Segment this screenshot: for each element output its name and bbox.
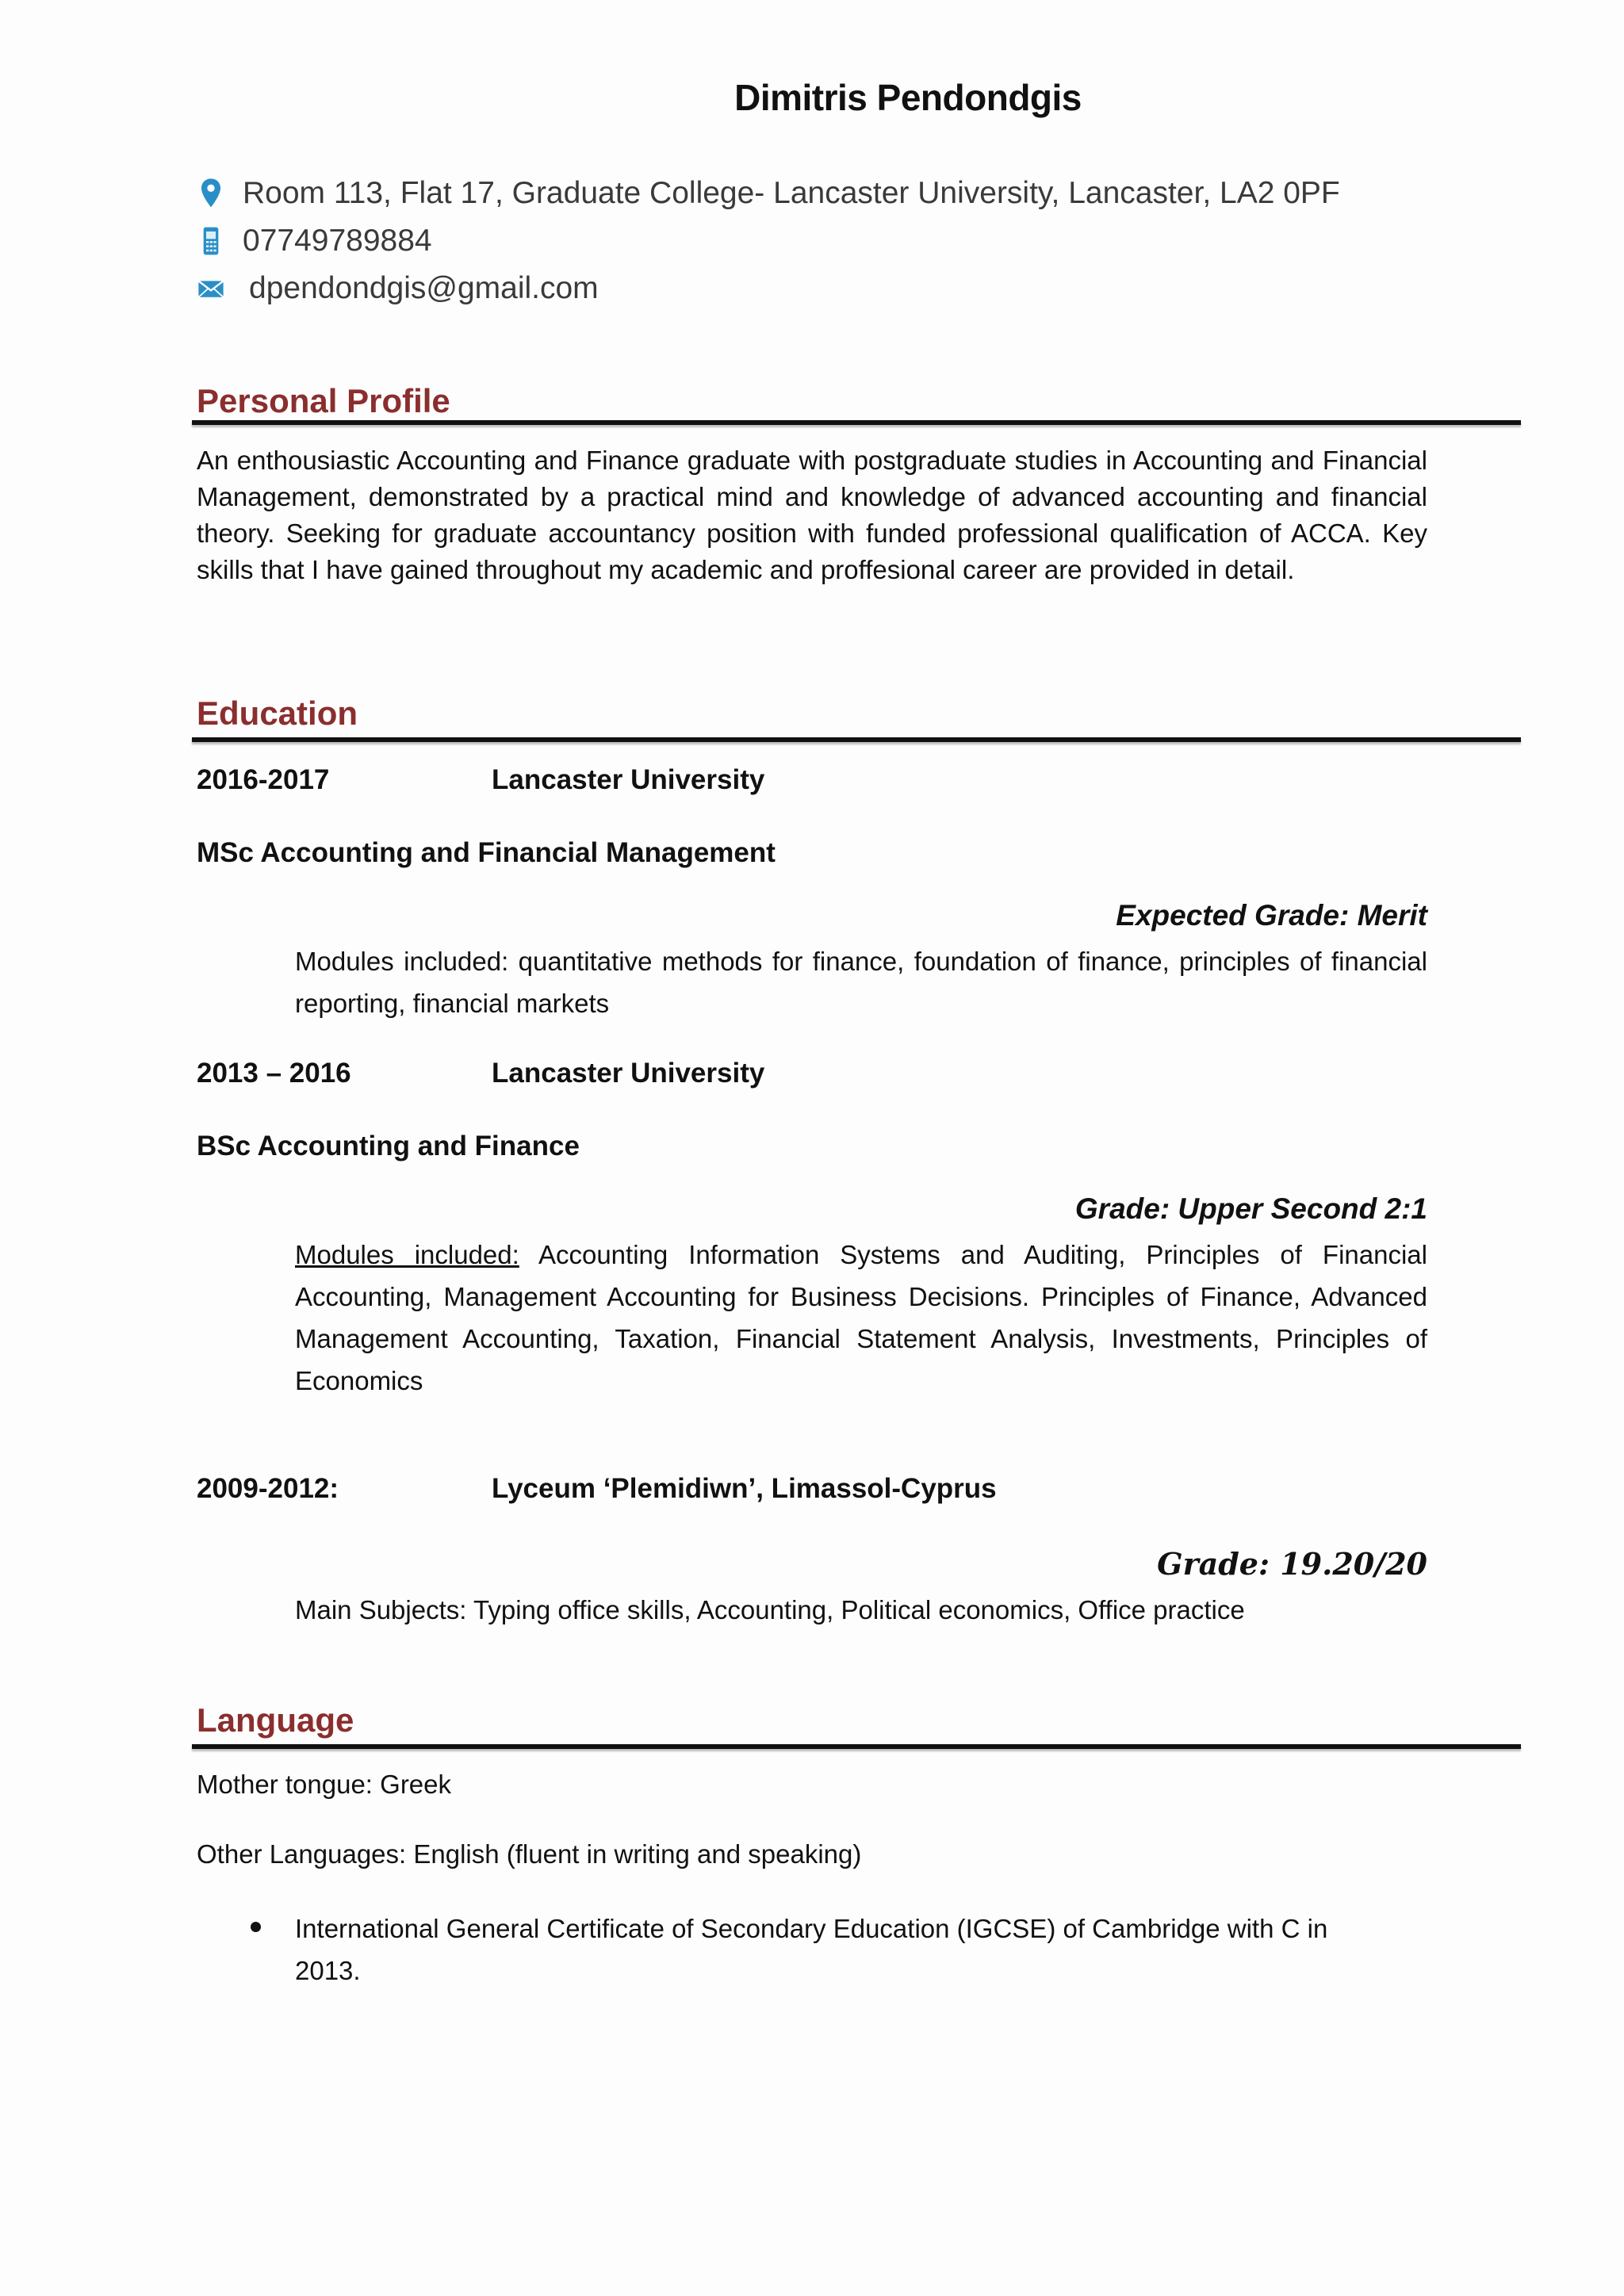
location-pin-icon [197, 178, 225, 209]
modules-text: Accounting Information Systems and Auditing, Principles of Financial Accounting, Management Accounting for Business Decisions. Principles of Finance, Advanced Management Accounting, Taxation, Financial Statement Analysis, Investments, Principles of Economics [295, 1240, 1427, 1395]
modules-label: Modules included: [295, 1240, 519, 1269]
bullet-point [251, 1922, 261, 1932]
candidate-name: Dimitris Pendondgis [734, 77, 1082, 118]
email-text[interactable]: dpendondgis@gmail.com [249, 271, 599, 305]
phone-line [197, 224, 432, 258]
edu-degree: MSc Accounting and Financial Management [197, 837, 776, 868]
phone-text: 07749789884 [243, 224, 432, 258]
address-line [197, 176, 1340, 211]
email-line [197, 271, 599, 306]
mother-tongue: Mother tongue: Greek [197, 1770, 452, 1799]
edu-modules: Main Subjects: Typing office skills, Accounting, Political economics, Office practice [295, 1595, 1245, 1624]
section-rule [192, 420, 1521, 425]
section-rule [192, 1744, 1521, 1749]
edu-years: 2013 – 2016 [197, 1058, 351, 1089]
edu-modules [295, 1234, 1427, 1402]
edu-modules: Modules included: quantitative methods for finance, foundation of finance, principles of financial reporting, financial markets [295, 947, 1427, 1018]
edu-grade: Grade: 19.20/20 [1157, 1546, 1427, 1582]
section-rule [192, 737, 1521, 742]
other-languages: Other Languages: English (fluent in writing and speaking) [197, 1839, 862, 1869]
language-bullet-text: International General Certificate of Secondary Education (IGCSE) of Cambridge with C in 2013. [295, 1914, 1328, 1985]
edu-institution: Lancaster University [492, 764, 765, 795]
profile-text: An enthousiastic Accounting and Finance graduate with postgraduate studies in Accounting and Financial Management, demonstrated by a practical mind and knowledge of advanced accounting and financial theory. Seeking for graduate accountancy position with funded professional qualification of ACCA. Key skills that I have gained throughout my academic and proffesional career are provided in detail. [197, 446, 1427, 584]
edu-years: 2016-2017 [197, 764, 330, 795]
edu-grade: Expected Grade: Merit [1116, 899, 1427, 932]
address-text: Room 113, Flat 17, Graduate College- Lancaster University, Lancaster, LA2 0PF [243, 176, 1340, 210]
section-title-education: Education [197, 695, 358, 732]
section-title-profile: Personal Profile [197, 382, 450, 419]
section-title-language: Language [197, 1701, 354, 1739]
mobile-phone-icon [197, 225, 225, 257]
edu-years: 2009-2012: [197, 1473, 339, 1504]
envelope-icon [197, 273, 225, 304]
edu-degree: BSc Accounting and Finance [197, 1131, 580, 1161]
edu-grade: Grade: Upper Second 2:1 [1074, 1192, 1427, 1225]
edu-institution: Lyceum ‘Plemidiwn’, Limassol-Cyprus [492, 1473, 997, 1504]
edu-institution: Lancaster University [492, 1058, 765, 1089]
